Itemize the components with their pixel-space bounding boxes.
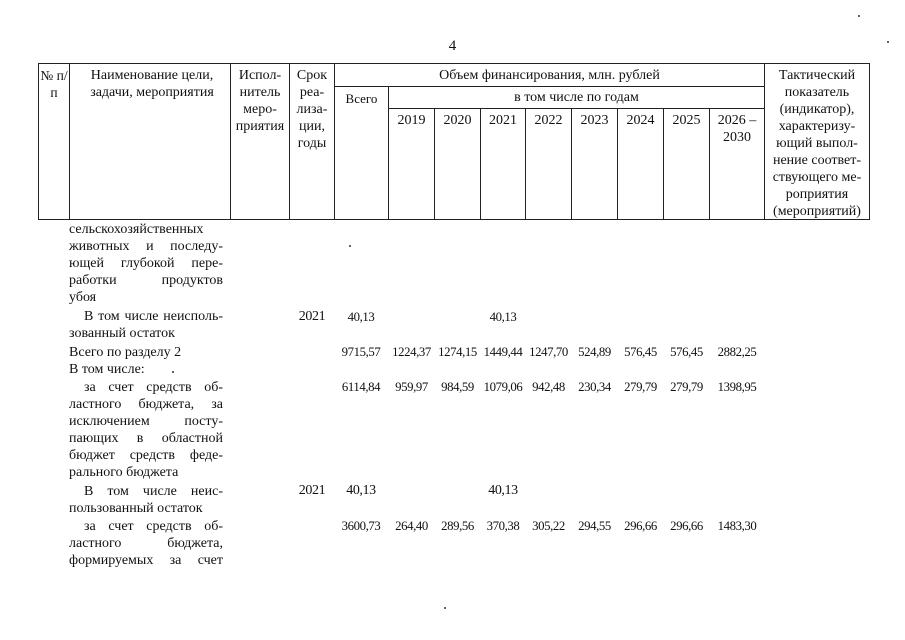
row3-year-2023: 524,89 bbox=[578, 345, 611, 359]
row3-year-2020: 1274,15 bbox=[438, 345, 477, 359]
header-year-2023 bbox=[571, 108, 618, 220]
row5-year-2026-2030: 1398,95 bbox=[717, 380, 757, 394]
header-year-2019 bbox=[388, 108, 435, 220]
row6-term: 2021 bbox=[298, 483, 326, 498]
row5-year-2025: 279,79 bbox=[670, 380, 703, 394]
row5-year-2020: 984,59 bbox=[441, 380, 474, 394]
header-cell-total bbox=[334, 86, 389, 220]
scan-speck bbox=[349, 245, 351, 247]
row3-year-2026-2030: 2882,25 bbox=[717, 345, 757, 359]
header-cell-executor bbox=[230, 63, 290, 220]
scan-speck bbox=[444, 607, 446, 609]
header-indicator-label: Тактический показатель (индикатор), характеризу-ющий выпол-нение соответ-ствующего ме-роприятия (мероприятий) bbox=[772, 68, 862, 219]
row6-total: 40,13 bbox=[346, 483, 376, 498]
year-label: 2022 bbox=[534, 113, 563, 128]
header-name-label: Наименование цели, задачи, мероприятия bbox=[90, 68, 214, 100]
row4-name: В том числе: bbox=[69, 362, 145, 377]
row2-total: 40,13 bbox=[347, 310, 375, 324]
header-cell-by-years bbox=[388, 86, 765, 109]
row5-name-line: исключением посту- bbox=[69, 414, 223, 429]
row1-name-line: сельскохозяйственных bbox=[69, 222, 204, 237]
row5-total: 6114,84 bbox=[341, 380, 381, 394]
row3-year-2021: 1449,44 bbox=[483, 345, 523, 359]
row1-name-line: убоя bbox=[69, 290, 97, 305]
header-cell-name bbox=[69, 63, 231, 220]
year-label: 2025 bbox=[672, 113, 701, 128]
row7-name-line: ластного бюджета, bbox=[69, 536, 223, 551]
header-total-label: Всего bbox=[345, 91, 378, 106]
row5-year-2021: 1079,06 bbox=[483, 380, 523, 394]
row7-total: 3600,73 bbox=[341, 519, 381, 533]
year-label: 2023 bbox=[580, 113, 609, 128]
row1-name-line: животных и последу- bbox=[69, 239, 223, 254]
year-label: 2024 bbox=[626, 113, 655, 128]
row3-year-2024: 576,45 bbox=[624, 345, 657, 359]
row5-year-2024: 279,79 bbox=[624, 380, 657, 394]
header-number-label: № п/п bbox=[40, 68, 68, 100]
header-cell-finance bbox=[334, 63, 765, 87]
header-year-2026-2030 bbox=[709, 108, 765, 220]
row7-name-line: за счет средств об- bbox=[84, 519, 223, 534]
row6-name-line: В том числе неис- bbox=[84, 484, 223, 499]
scan-speck bbox=[887, 41, 889, 43]
header-year-2020 bbox=[434, 108, 481, 220]
header-cell-term bbox=[289, 63, 335, 220]
row7-year-2021: 370,38 bbox=[486, 519, 520, 533]
year-label: 2020 bbox=[443, 113, 472, 128]
row7-year-2026-2030: 1483,30 bbox=[717, 519, 757, 533]
row5-year-2019: 959,97 bbox=[395, 380, 428, 394]
row6-year-2021: 40,13 bbox=[488, 483, 518, 498]
header-year-2021 bbox=[480, 108, 526, 220]
header-year-2022 bbox=[525, 108, 572, 220]
row5-year-2023: 230,34 bbox=[578, 380, 611, 394]
header-year-2024 bbox=[617, 108, 664, 220]
page-number: 4 bbox=[448, 38, 457, 54]
row1-name-line: ющей глубокой пере- bbox=[69, 256, 223, 271]
year-label: 2021 bbox=[489, 113, 517, 128]
row7-year-2023: 294,55 bbox=[578, 519, 611, 533]
row1-name-line: работки продуктов bbox=[69, 273, 223, 288]
row5-year-2022: 942,48 bbox=[532, 380, 565, 394]
row5-name-line: за счет средств об- bbox=[84, 380, 223, 395]
scan-speck bbox=[858, 15, 860, 17]
header-finance-label: Объем финансирования, млн. рублей bbox=[439, 68, 660, 83]
row5-name-line: ластного бюджета, за bbox=[69, 397, 223, 412]
row2-term: 2021 bbox=[298, 309, 326, 324]
header-by-years-label: в том числе по годам bbox=[514, 90, 639, 105]
row7-year-2019: 264,40 bbox=[395, 519, 428, 533]
row3-year-2019: 1224,37 bbox=[392, 345, 431, 359]
row5-name-line: бюджет средств феде- bbox=[69, 448, 223, 463]
row7-year-2022: 305,22 bbox=[532, 519, 565, 533]
row2-name-line: В том числе неисполь- bbox=[84, 309, 223, 324]
header-year-2025 bbox=[663, 108, 710, 220]
header-term-label: Срок реа-лиза-ции, годы bbox=[296, 68, 328, 151]
row3-year-2025: 576,45 bbox=[670, 345, 703, 359]
header-executor-label: Испол-нитель меро-приятия bbox=[235, 68, 285, 134]
row2-name-line: зованный остаток bbox=[69, 326, 175, 341]
row7-name-line: формируемых за счет bbox=[69, 553, 223, 568]
header-cell-indicator bbox=[764, 63, 870, 220]
scan-speck bbox=[172, 371, 174, 373]
row6-name-line: пользованный остаток bbox=[69, 501, 203, 516]
row2-year-2021: 40,13 bbox=[489, 310, 517, 324]
row3-total: 9715,57 bbox=[341, 345, 381, 359]
row3-name: Всего по разделу 2 bbox=[69, 345, 182, 360]
year-label: 2026 – 2030 bbox=[717, 113, 757, 145]
row5-name-line: рального бюджета bbox=[69, 465, 179, 480]
row5-name-line: пающих в областной bbox=[69, 431, 223, 446]
row7-year-2024: 296,66 bbox=[624, 519, 657, 533]
header-cell-number bbox=[38, 63, 70, 220]
row7-year-2020: 289,56 bbox=[441, 519, 474, 533]
row3-year-2022: 1247,70 bbox=[529, 345, 568, 359]
row7-year-2025: 296,66 bbox=[670, 519, 703, 533]
year-label: 2019 bbox=[397, 113, 426, 128]
